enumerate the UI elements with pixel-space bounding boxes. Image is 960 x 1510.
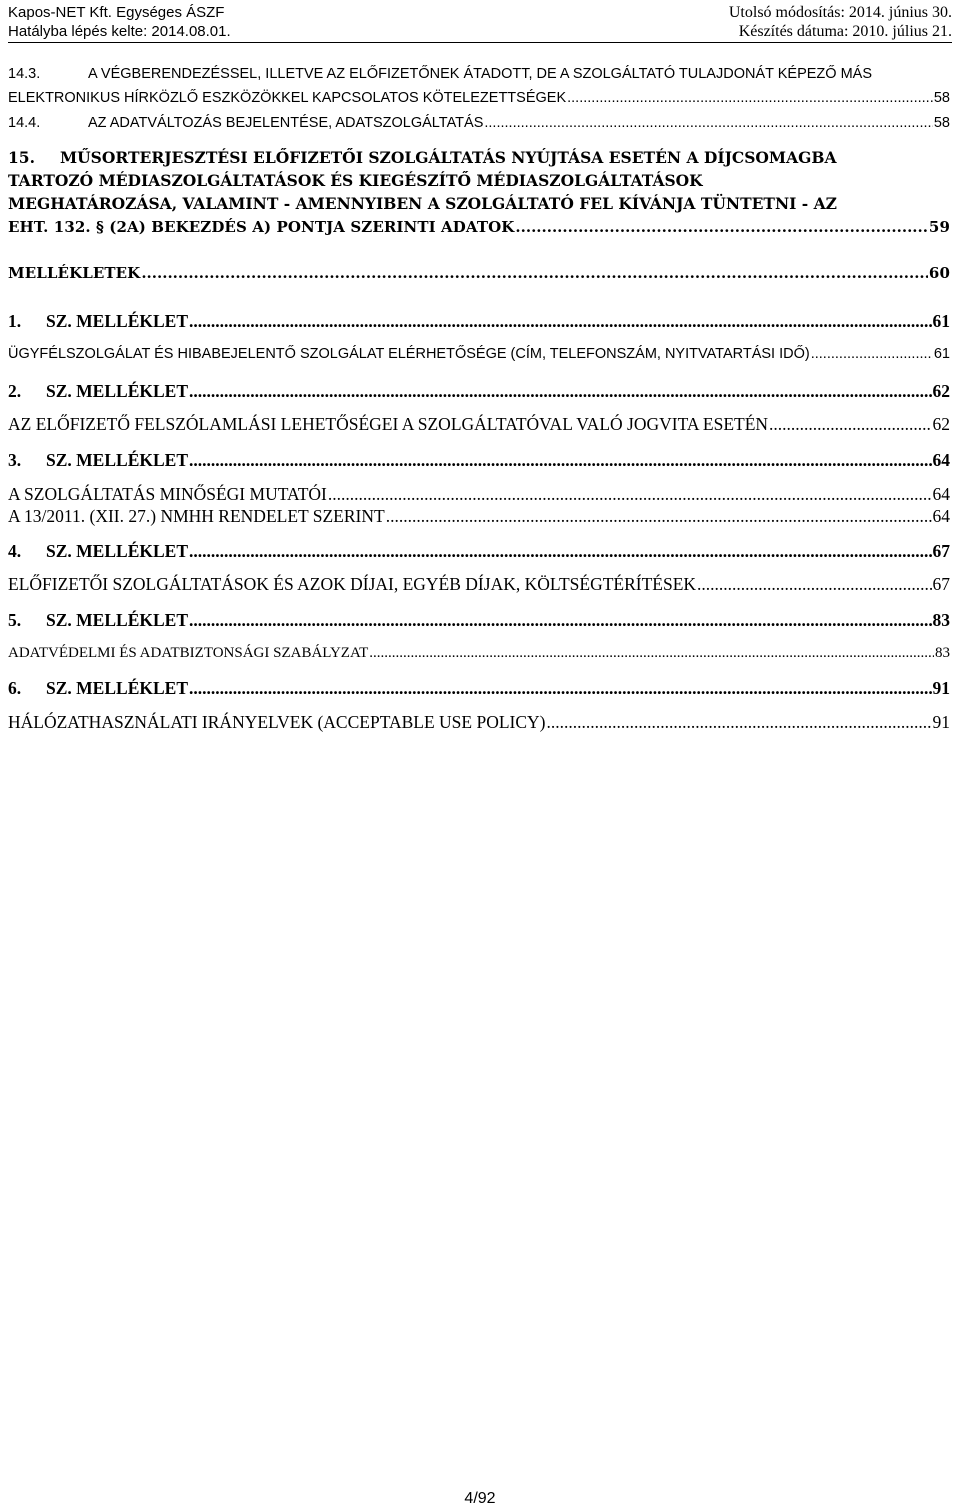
toc-entry-15-line1	[8, 146, 950, 169]
toc-leader-dots	[189, 610, 932, 631]
toc-entry-number: 3.	[8, 450, 22, 470]
toc-leader-dots	[547, 712, 932, 733]
toc-leader-dots	[811, 346, 933, 362]
toc-leader-dots	[567, 90, 933, 106]
toc-leader-dots	[189, 311, 932, 332]
page-number: 4/92	[464, 1490, 496, 1507]
toc-entry-annex-3[interactable]	[8, 450, 950, 471]
toc-entry-title: HÁLÓZATHASZNÁLATI IRÁNYELVEK (ACCEPTABLE USE POLICY)	[8, 712, 546, 732]
toc-entry-annex-4-sub[interactable]	[8, 574, 950, 595]
toc-entry-title: MŰSORTERJESZTÉSI ELŐFIZETŐI SZOLGÁLTATÁS NYÚJTÁSA ESETÉN A DÍJCSOMAGBA	[60, 148, 837, 167]
toc-entry-page: 61	[932, 311, 950, 331]
toc-leader-dots	[189, 678, 932, 699]
toc-leader-dots	[189, 381, 932, 402]
toc-entry-title: SZ. MELLÉKLET	[46, 541, 188, 561]
toc-entry-15[interactable]	[8, 146, 950, 215]
toc-entry-page: 67	[932, 574, 950, 594]
toc-entry-title: SZ. MELLÉKLET	[46, 678, 188, 698]
toc-entry-number: 1.	[8, 311, 22, 331]
toc-entry-14-3[interactable]	[8, 66, 950, 82]
toc-leader-dots	[189, 450, 932, 471]
toc-entry-title: A VÉGBERENDEZÉSSEL, ILLETVE AZ ELŐFIZETŐNEK ÁTADOTT, DE A SZOLGÁLTATÓ TULAJDONÁT KÉPEZŐ MÁS	[88, 66, 873, 82]
toc-entry-annex-2[interactable]	[8, 381, 950, 402]
toc-entry-title: AZ ADATVÁLTOZÁS BEJELENTÉSE, ADATSZOLGÁLTATÁS	[88, 115, 484, 131]
toc-entry-page: 64	[932, 506, 950, 526]
toc-leader-dots	[697, 574, 931, 595]
toc-leader-dots	[141, 264, 928, 282]
toc-entry-annex-2-sub[interactable]	[8, 414, 950, 435]
toc-entry-title: SZ. MELLÉKLET	[46, 450, 188, 470]
toc-entry-page: 83	[932, 610, 950, 630]
toc-entry-number: 5.	[8, 610, 22, 630]
toc-entry-annex-3-sub2[interactable]	[8, 506, 950, 527]
toc-entry-title: MELLÉKLETEK	[8, 264, 141, 282]
toc-entry-page: 58	[933, 115, 950, 131]
toc-entry-page: 67	[932, 541, 950, 561]
toc-entry-title: ADATVÉDELMI ÉS ADATBIZTONSÁGI SZABÁLYZAT	[8, 645, 369, 661]
toc-entry-mellekletek[interactable]	[8, 264, 950, 282]
header-effective-date: Hatályba lépés kelte: 2014.08.01.	[8, 23, 231, 40]
page-header	[8, 4, 952, 43]
toc-leader-dots	[769, 414, 931, 435]
toc-entry-15-line2: TARTOZÓ MÉDIASZOLGÁLTATÁSOK ÉS KIEGÉSZÍTŐ MÉDIASZOLGÁLTATÁSOK	[8, 171, 703, 190]
toc-entry-number: 6.	[8, 678, 22, 698]
toc-entry-title: ÜGYFÉLSZOLGÁLAT ÉS HIBABEJELENTŐ SZOLGÁLAT ELÉRHETŐSÉGE (CÍM, TELEFONSZÁM, NYITVATARTÁSI IDŐ)	[8, 346, 810, 362]
toc-entry-page: 62	[932, 414, 950, 434]
toc-entry-number: 4.	[8, 541, 22, 561]
toc-leader-dots	[515, 218, 928, 236]
toc-entry-title: A 13/2011. (XII. 27.) NMHH RENDELET SZERINT	[8, 506, 385, 526]
toc-entry-title: ELEKTRONIKUS HÍRKÖZLŐ ESZKÖZÖKKEL KAPCSOLATOS KÖTELEZETTSÉGEK	[8, 90, 567, 106]
toc-entry-page: 91	[932, 678, 950, 698]
toc-entry-15-last[interactable]	[8, 218, 950, 236]
toc-entry-annex-5[interactable]	[8, 610, 950, 631]
toc-entry-page: 91	[932, 712, 950, 732]
toc-leader-dots	[484, 115, 932, 131]
toc-entry-annex-1-sub[interactable]	[8, 346, 950, 362]
toc-entry-number: 14.4.	[8, 115, 41, 131]
toc-entry-annex-6-sub[interactable]	[8, 712, 950, 733]
toc-entry-page: 60	[928, 264, 950, 282]
toc-entry-annex-5-sub[interactable]	[8, 645, 950, 662]
toc-leader-dots	[369, 645, 934, 662]
toc-leader-dots	[328, 484, 932, 505]
toc-entry-number: 15.	[8, 148, 35, 167]
toc-entry-14-4[interactable]	[8, 115, 950, 131]
toc-entry-page: 64	[932, 450, 950, 470]
toc-entry-annex-4[interactable]	[8, 541, 950, 562]
toc-leader-dots	[386, 506, 932, 527]
toc-entry-title: EHT. 132. § (2A) BEKEZDÉS A) PONTJA SZERINTI ADATOK	[8, 218, 515, 236]
toc-entry-annex-6[interactable]	[8, 678, 950, 699]
toc-entry-page: 61	[933, 346, 950, 362]
toc-entry-annex-1[interactable]	[8, 311, 950, 332]
toc-entry-14-3-cont[interactable]	[8, 90, 950, 106]
toc-entry-title: AZ ELŐFIZETŐ FELSZÓLAMLÁSI LEHETŐSÉGEI A SZOLGÁLTATÓVAL VALÓ JOGVITA ESETÉN	[8, 414, 769, 434]
header-last-modified: Utolsó módosítás: 2014. június 30.	[728, 4, 952, 21]
toc-leader-dots	[189, 541, 932, 562]
header-document-title: Kapos-NET Kft. Egységes ÁSZF	[8, 4, 225, 21]
toc-entry-page: 64	[932, 484, 950, 504]
toc-entry-title: SZ. MELLÉKLET	[46, 381, 188, 401]
toc-entry-page: 62	[932, 381, 950, 401]
toc-entry-annex-3-sub1[interactable]	[8, 484, 950, 505]
toc-entry-title: SZ. MELLÉKLET	[46, 311, 188, 331]
toc-entry-title: ELŐFIZETŐI SZOLGÁLTATÁSOK ÉS AZOK DÍJAI, EGYÉB DÍJAK, KÖLTSÉGTÉRÍTÉSEK	[8, 574, 697, 594]
toc-entry-page: 59	[928, 218, 950, 236]
toc-entry-number: 2.	[8, 381, 22, 401]
toc-entry-page: 58	[933, 90, 950, 106]
toc-entry-15-line3: MEGHATÁROZÁSA, VALAMINT - AMENNYIBEN A SZOLGÁLTATÓ FEL KÍVÁNJA TÜNTETNI - AZ	[8, 194, 837, 213]
toc-entry-number: 14.3.	[8, 66, 41, 82]
toc-entry-title: SZ. MELLÉKLET	[46, 610, 188, 630]
header-created-date: Készítés dátuma: 2010. július 21.	[738, 23, 952, 40]
toc-entry-page: 83	[935, 645, 950, 661]
toc-entry-title: A SZOLGÁLTATÁS MINŐSÉGI MUTATÓI	[8, 484, 327, 504]
